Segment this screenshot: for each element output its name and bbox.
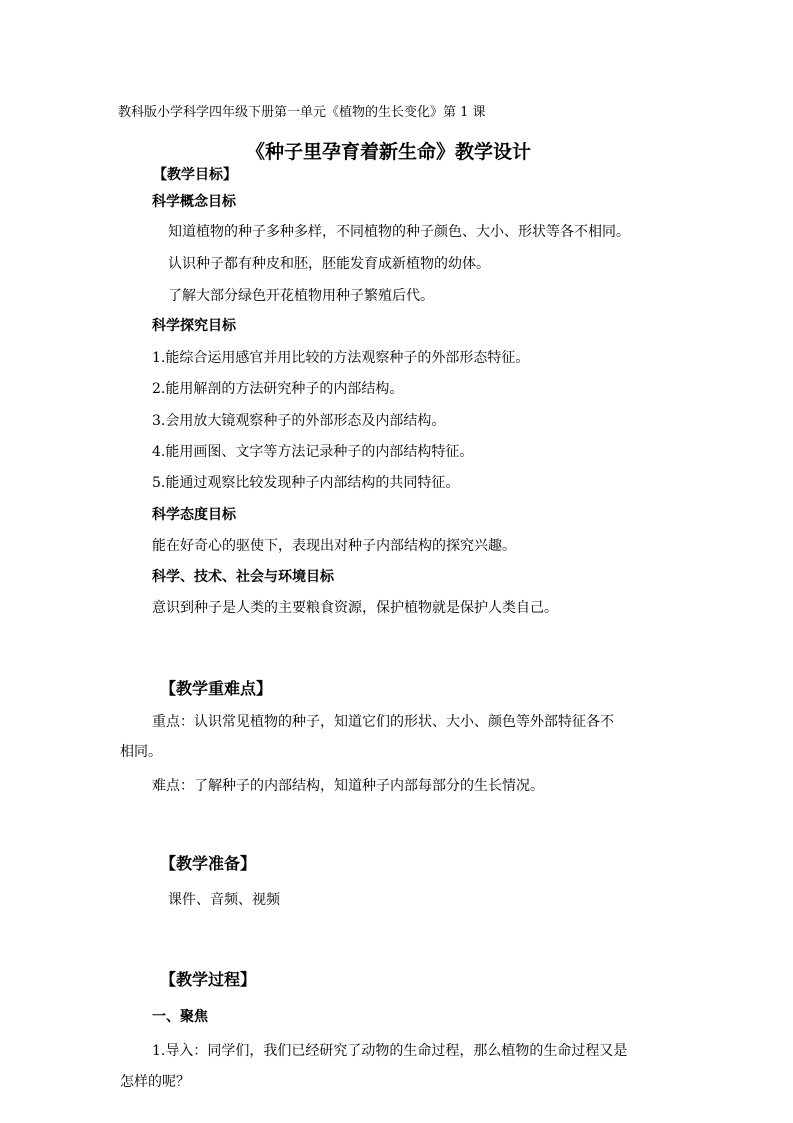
inquiry-objective-item: 4.能用画图、文字等方法记录种子的内部结构特征。	[152, 444, 474, 460]
sts-objectives-heading: 科学、技术、社会与环境目标	[152, 569, 334, 585]
process-heading: 【教学过程】	[160, 970, 257, 989]
concept-objectives-heading: 科学概念目标	[152, 194, 236, 210]
key-point-text-continued: 相同。	[120, 744, 162, 760]
preparation-text: 课件、音频、视频	[168, 892, 280, 908]
sts-objective-text: 意识到种子是人类的主要粮食资源，保护植物就是保护人类自己。	[152, 600, 558, 616]
key-point-text: 重点：认识常见植物的种子，知道它们的形状、大小、颜色等外部特征各不	[152, 714, 614, 730]
inquiry-objective-item: 2.能用解剖的方法研究种子的内部结构。	[152, 381, 404, 397]
attitude-objectives-heading: 科学态度目标	[152, 507, 236, 523]
difficulty-text: 难点：了解种子的内部结构，知道种子内部每部分的生长情况。	[152, 778, 544, 794]
inquiry-objective-item: 1.能综合运用感官并用比较的方法观察种子的外部形态特征。	[152, 350, 530, 366]
focus-step-text-continued: 怎样的呢？	[120, 1074, 190, 1090]
focus-step-heading: 一、聚焦	[152, 1009, 208, 1025]
concept-objective-item: 认识种子都有种皮和胚，胚能发育成新植物的幼体。	[168, 256, 490, 272]
inquiry-objectives-heading: 科学探究目标	[152, 318, 236, 334]
focus-step-text: 1.导入：同学们，我们已经研究了动物的生命过程，那么植物的生命过程又是	[152, 1043, 628, 1059]
inquiry-objective-item: 3.会用放大镜观察种子的外部形态及内部结构。	[152, 413, 446, 429]
concept-objective-item: 知道植物的种子多种多样，不同植物的种子颜色、大小、形状等各不相同。	[168, 224, 630, 240]
keypoints-heading: 【教学重难点】	[160, 679, 273, 698]
inquiry-objective-item: 5.能通过观察比较发现种子内部结构的共同特征。	[152, 475, 460, 491]
objectives-heading: 【教学目标】	[153, 167, 237, 183]
preparation-heading: 【教学准备】	[160, 854, 257, 873]
document-header: 教科版小学科学四年级下册第一单元《植物的生长变化》第 1 课	[118, 105, 486, 120]
concept-objective-item: 了解大部分绿色开花植物用种子繁殖后代。	[168, 288, 434, 304]
page-title: 《种子里孕育着新生命》教学设计	[246, 141, 532, 163]
attitude-objective-text: 能在好奇心的驱使下，表现出对种子内部结构的探究兴趣。	[152, 538, 516, 554]
